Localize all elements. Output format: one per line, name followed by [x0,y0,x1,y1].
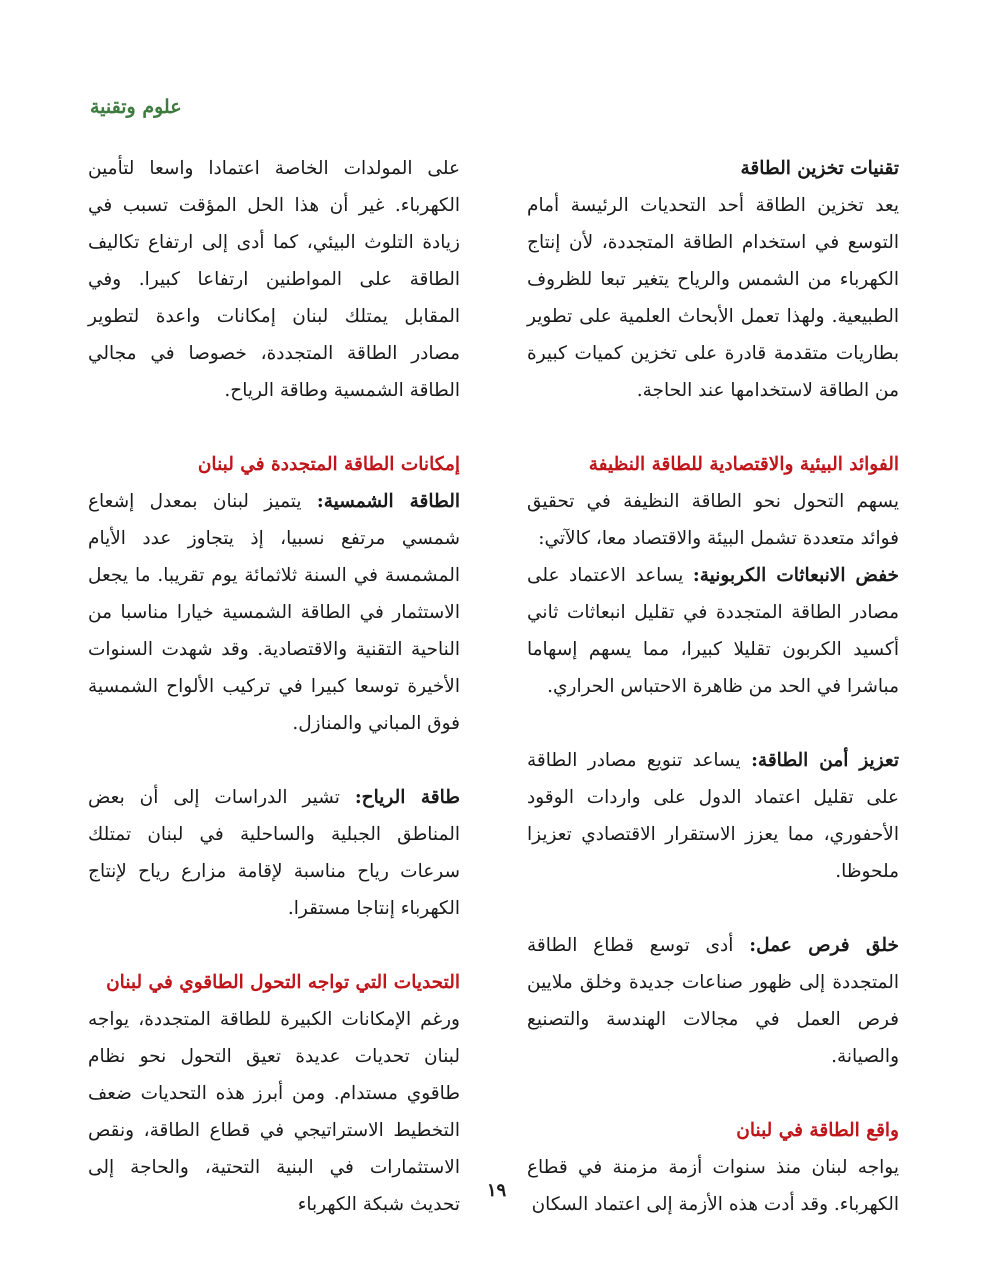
benefits-intro: يسهم التحول نحو الطاقة النظيفة في تحقيق فوائد متعددة تشمل البيئة والاقتصاد معا، كالآتي: [527,491,899,549]
jobs-paragraph [527,927,899,1075]
solar-paragraph [88,483,460,742]
security-text: يساعد تنويع مصادر الطاقة على تقليل اعتماد الدول على واردات الوقود الأحفوري، مما يعزز الاستقرار الاقتصادي تعزيزا ملحوظا. [527,750,899,882]
wind-text: تشير الدراسات إلى أن بعض المناطق الجبلية والساحلية في لبنان تمتلك سرعات رياح مناسبة لإقامة مزارع رياح لإنتاج الكهرباء إنتاجا مستقرا. [88,787,460,919]
right-column [527,150,899,1223]
left-column [88,150,460,1223]
security-paragraph [527,742,899,890]
storage-heading: تقنيات تخزين الطاقة [740,158,899,179]
continuation-paragraph: على المولدات الخاصة اعتمادا واسعا لتأمين الكهرباء. غير أن هذا الحل المؤقت تسبب في زيادة التلوث البيئي، كما أدى إلى ارتفاع تكاليف الطاقة على المواطنين ارتفاعا كبيرا. وفي المقابل يمتلك لبنان إمكانات واعدة لتطوير مصادر الطاقة المتجددة، خصوصا في مجالي الطاقة الشمسية وطاقة الرياح. [88,158,460,401]
solar-lead: الطاقة الشمسية: [316,491,460,512]
spacer [527,705,899,742]
jobs-lead: خلق فرص عمل: [749,935,899,956]
emissions-text: يساعد الاعتماد على مصادر الطاقة المتجددة في تقليل انبعاثات ثاني أكسيد الكربون تقليلا كبيرا، مما يسهم إسهاما مباشرا في الحد من ظاهرة الاحتباس الحراري. [527,565,899,697]
benefits-heading: الفوائد البيئية والاقتصادية للطاقة النظيفة [588,454,899,475]
spacer [88,742,460,779]
challenges-paragraph: ورغم الإمكانات الكبيرة للطاقة المتجددة، يواجه لبنان تحديات عديدة تعيق التحول نحو نظام طاقوي مستدام. ومن أبرز هذه التحديات ضعف التخطيط الاستراتيجي في قطاع الطاقة، ونقص الاستثمارات في البنية التحتية، والحاجة إلى تحديث شبكة الكهرباء [88,1009,460,1215]
spacer [88,409,460,446]
emissions-lead: خفض الانبعاثات الكربونية: [692,565,899,586]
reality-heading: واقع الطاقة في لبنان [736,1120,899,1141]
reality-paragraph: يواجه لبنان منذ سنوات أزمة مزمنة في قطاع الكهرباء. وقد أدت هذه الأزمة إلى اعتماد السكان [527,1157,899,1215]
spacer [88,927,460,964]
security-lead: تعزيز أمن الطاقة: [751,750,899,771]
spacer [527,409,899,446]
potential-heading: إمكانات الطاقة المتجددة في لبنان [197,454,460,475]
solar-text: يتميز لبنان بمعدل إشعاع شمسي مرتفع نسبيا، إذ يتجاوز عدد الأيام المشمسة في السنة ثلاثمائة يوم تقريبا. ما يجعل الاستثمار في الطاقة الشمسية خيارا مناسبا من الناحية التقنية والاقتصادية. وقد شهدت السنوات الأخيرة توسعا كبيرا في تركيب الألواح الشمسية فوق المباني والمنازل. [88,491,460,734]
wind-paragraph [88,779,460,927]
spacer [527,890,899,927]
challenges-heading: التحديات التي تواجه التحول الطاقوي في لبنان [106,972,460,993]
spacer [527,1075,899,1112]
section-tag: علوم وتقنية [90,96,182,118]
wind-lead: طاقة الرياح: [354,787,460,808]
jobs-text: أدى توسع قطاع الطاقة المتجددة إلى ظهور صناعات جديدة وخلق ملايين فرص العمل في مجالات الهندسة والتصنيع والصيانة. [527,935,899,1067]
storage-paragraph: يعد تخزين الطاقة أحد التحديات الرئيسة أمام التوسع في استخدام الطاقة المتجددة، لأن إنتاج الكهرباء من الشمس والرياح يتغير تبعا للظروف الطبيعية. ولهذا تعمل الأبحاث العلمية على تطوير بطاريات متقدمة قادرة على تخزين كميات كبيرة من الطاقة لاستخدامها عند الحاجة. [527,195,899,401]
page-number: ١٩ [486,1180,507,1201]
emissions-paragraph [527,557,899,705]
